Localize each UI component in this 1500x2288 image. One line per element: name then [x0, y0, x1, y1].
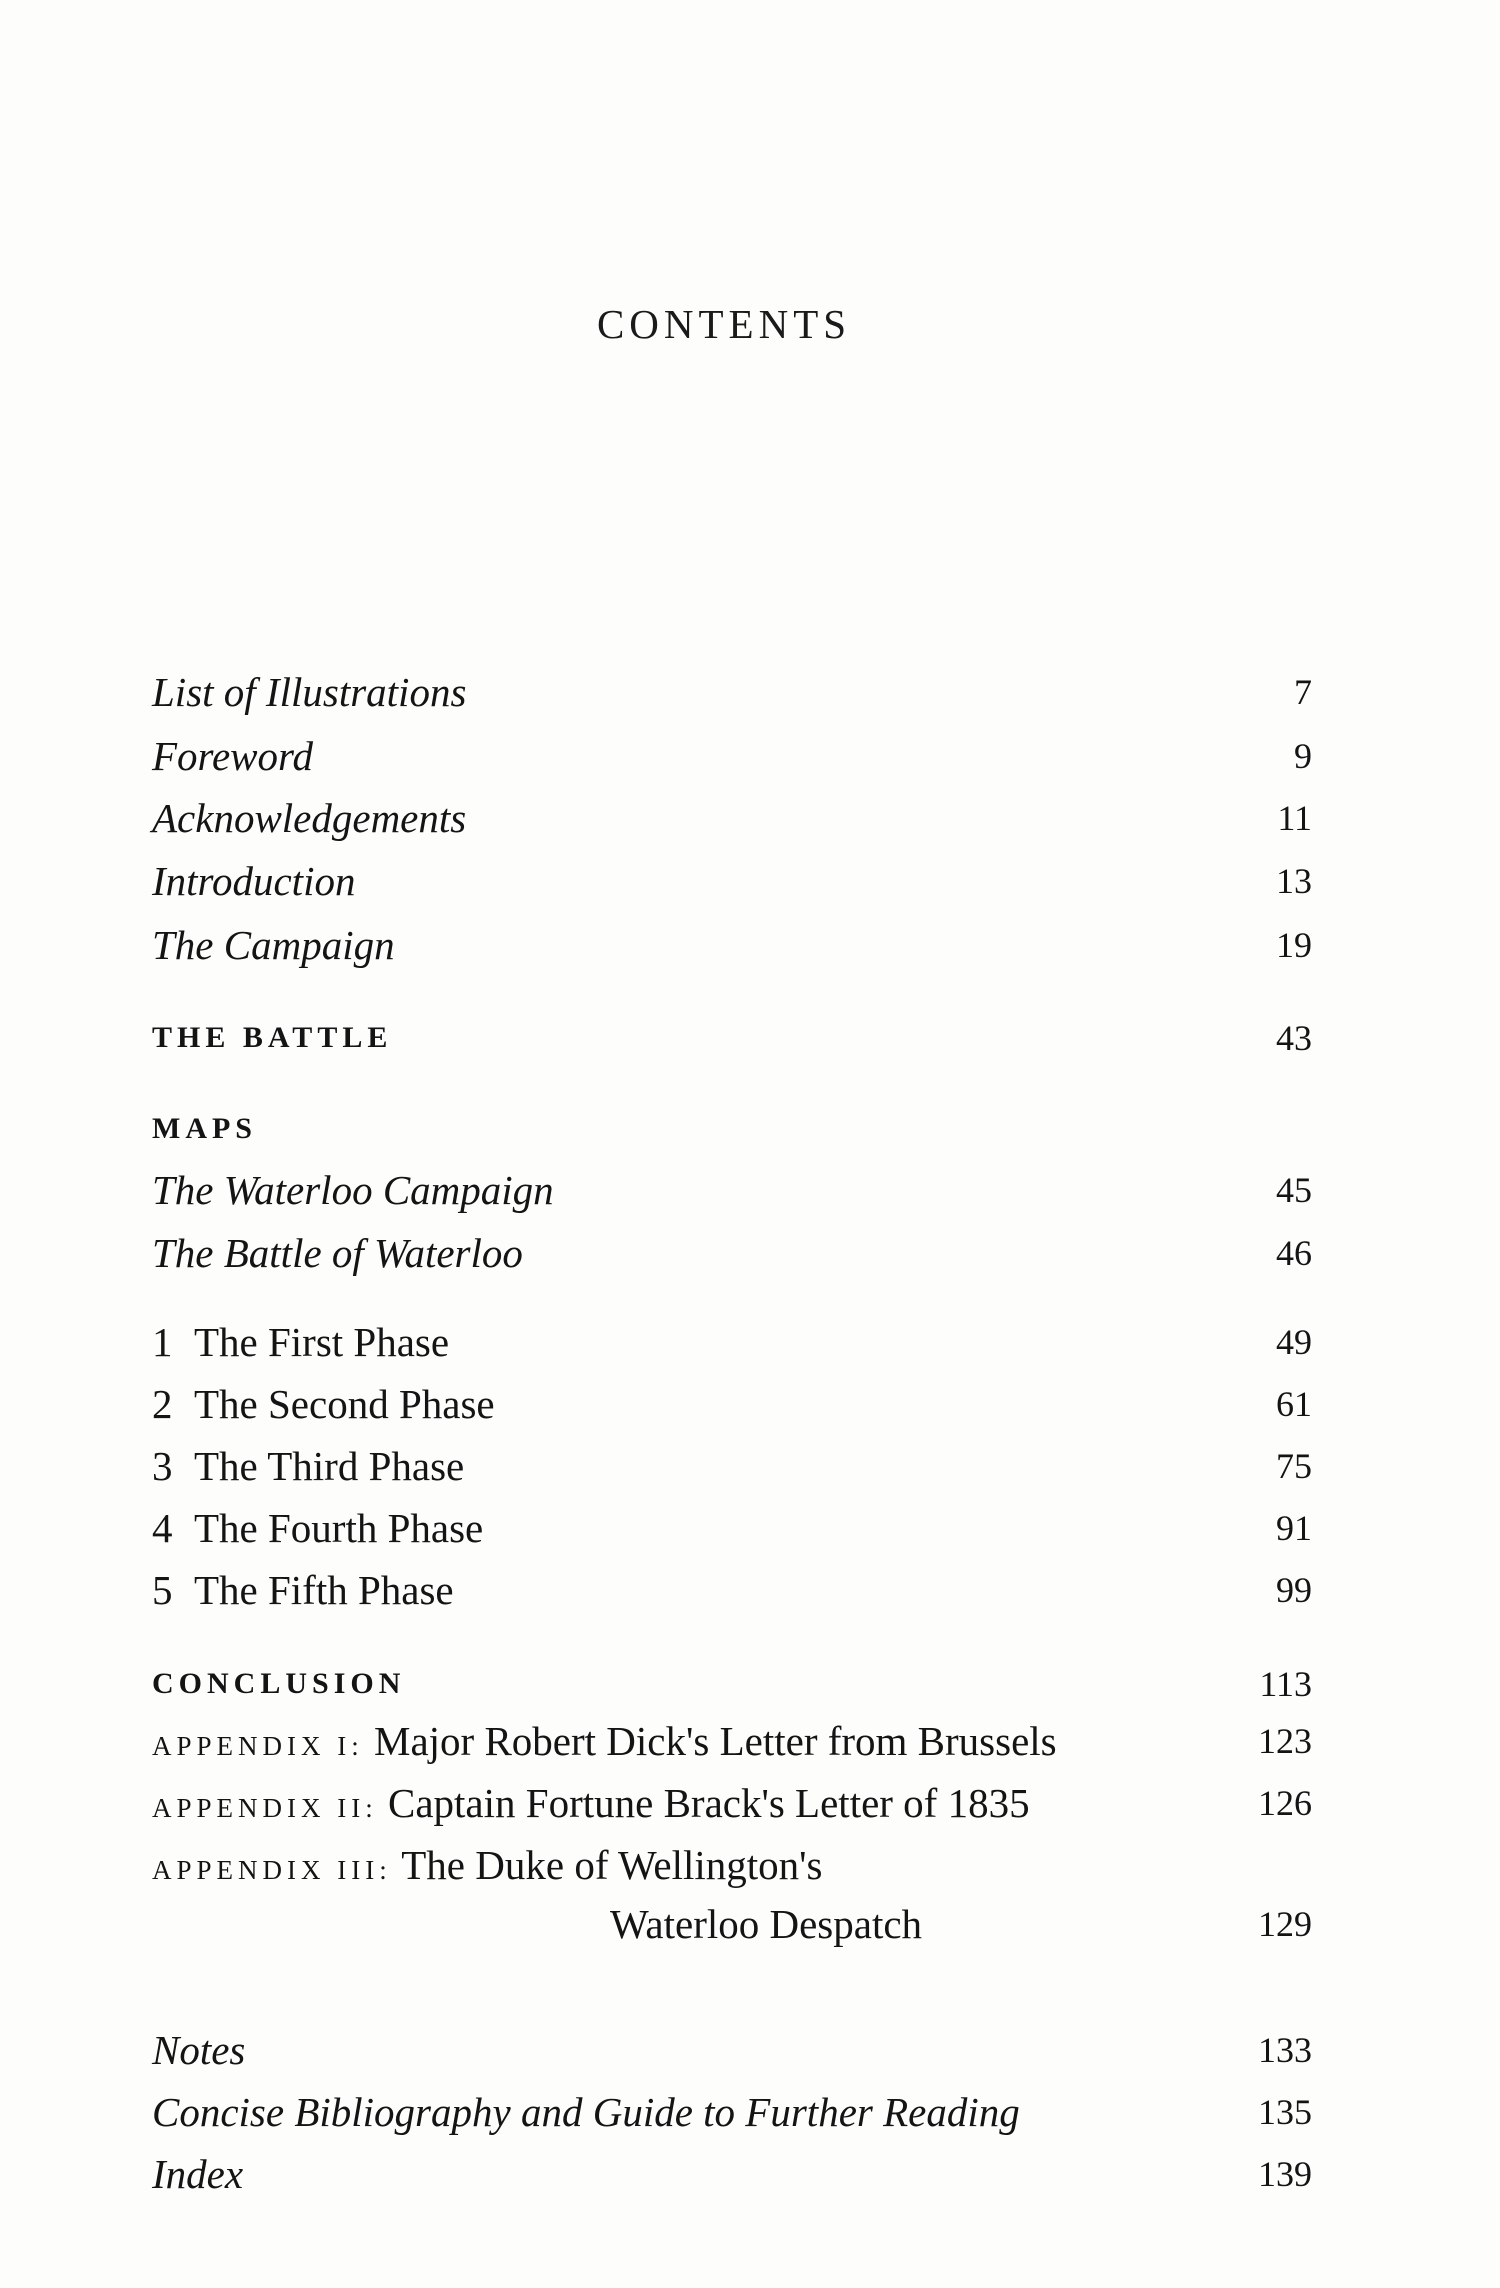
toc-entry-acknowledgements[interactable] [152, 788, 1312, 848]
chapter-number: 5 [152, 1567, 173, 1613]
toc-entry-label: Index [152, 2151, 244, 2197]
section-heading-conclusion: CONCLUSION [152, 1667, 406, 1700]
toc-entry-label-group [152, 1835, 823, 1900]
toc-entry-page: 126 [1258, 1783, 1312, 1823]
chapter-number: 2 [152, 1381, 173, 1427]
appendix-prefix: APPENDIX III: [152, 1855, 392, 1885]
toc-entry-index[interactable] [152, 2144, 1312, 2204]
toc-entry-label: Concise Bibliography and Guide to Further Reading [152, 2089, 1020, 2135]
toc-entry-chapter-4[interactable] [152, 1498, 1312, 1558]
toc-entry-page: 133 [1258, 2030, 1312, 2070]
toc-entry-label-group [152, 1312, 449, 1372]
toc-entry-page: 139 [1258, 2154, 1312, 2194]
toc-entry-battle-of-waterloo-map[interactable] [152, 1223, 1312, 1283]
section-heading-maps-row [152, 1099, 1312, 1159]
toc-entry-label-group [152, 1773, 1030, 1838]
toc-entry-page: 99 [1276, 1570, 1312, 1610]
section-heading-the-battle: THE BATTLE [152, 1021, 393, 1054]
toc-entry-label-group [152, 1560, 454, 1620]
toc-entry-page: 49 [1276, 1322, 1312, 1362]
toc-entry-the-battle[interactable] [152, 1008, 1312, 1068]
chapter-title: The Fourth Phase [194, 1505, 484, 1551]
appendix-prefix: APPENDIX I: [152, 1731, 364, 1761]
toc-entry-chapter-2[interactable] [152, 1374, 1312, 1434]
toc-entry-appendix-1[interactable] [152, 1711, 1312, 1771]
toc-entry-waterloo-campaign-map[interactable] [152, 1160, 1312, 1220]
chapter-title: The First Phase [194, 1319, 450, 1365]
toc-entry-label: The Waterloo Campaign [152, 1167, 554, 1213]
toc-entry-notes[interactable] [152, 2020, 1312, 2080]
toc-entry-page: 43 [1276, 1018, 1312, 1058]
toc-entry-page: 123 [1258, 1721, 1312, 1761]
toc-entry-chapter-3[interactable] [152, 1436, 1312, 1496]
chapter-title: The Fifth Phase [194, 1567, 454, 1613]
toc-entry-page: 7 [1294, 672, 1312, 712]
toc-entry-page: 13 [1276, 861, 1312, 901]
toc-entry-the-campaign[interactable] [152, 915, 1312, 975]
section-heading-maps: MAPS [152, 1112, 257, 1145]
toc-entry-chapter-1[interactable] [152, 1312, 1312, 1372]
toc-entry-page: 11 [1277, 798, 1312, 838]
toc-entry-page: 129 [1258, 1904, 1312, 1944]
toc-entry-label: Notes [152, 2027, 246, 2073]
toc-entry-label: Acknowledgements [152, 795, 467, 841]
chapter-number: 1 [152, 1319, 173, 1365]
toc-entry-chapter-5[interactable] [152, 1560, 1312, 1620]
toc-entry-appendix-3[interactable] [152, 1835, 1312, 1895]
toc-entry-label: List of Illustrations [152, 669, 467, 715]
chapter-number: 4 [152, 1505, 173, 1551]
toc-entry-foreword[interactable] [152, 726, 1312, 786]
appendix-title-line-2: Waterloo Despatch [610, 1901, 923, 1947]
appendix-title: The Duke of Wellington's [401, 1842, 823, 1888]
chapter-title: The Second Phase [194, 1381, 495, 1427]
appendix-prefix: APPENDIX II: [152, 1793, 378, 1823]
toc-entry-conclusion[interactable] [152, 1654, 1312, 1714]
toc-entry-page: 135 [1258, 2092, 1312, 2132]
toc-entry-appendix-2[interactable] [152, 1773, 1312, 1833]
toc-entry-label: The Battle of Waterloo [152, 1230, 523, 1276]
toc-entry-label-group [152, 1374, 495, 1434]
toc-entry-label: Introduction [152, 858, 356, 904]
toc-entry-list-of-illustrations[interactable] [152, 662, 1312, 722]
toc-entry-page: 75 [1276, 1446, 1312, 1486]
appendix-title: Captain Fortune Brack's Letter of 1835 [388, 1780, 1030, 1826]
toc-entry-label: Foreword [152, 733, 313, 779]
toc-entry-page: 46 [1276, 1233, 1312, 1273]
page-title: CONTENTS [596, 301, 852, 347]
toc-entry-introduction[interactable] [152, 851, 1312, 911]
toc-entry-label-group [152, 1498, 483, 1558]
toc-entry-page: 113 [1259, 1664, 1312, 1704]
toc-entry-label: The Campaign [152, 922, 395, 968]
toc-entry-page: 45 [1276, 1170, 1312, 1210]
appendix-title: Major Robert Dick's Letter from Brussels [374, 1718, 1057, 1764]
toc-entry-page: 9 [1294, 736, 1312, 776]
toc-entry-bibliography[interactable] [152, 2082, 1312, 2142]
chapter-number: 3 [152, 1443, 173, 1489]
toc-entry-label-group [152, 1436, 464, 1496]
toc-entry-page: 91 [1276, 1508, 1312, 1548]
toc-entry-label-group [152, 1711, 1057, 1776]
toc-entry-appendix-3-continued[interactable] [152, 1894, 1312, 1954]
chapter-title: The Third Phase [194, 1443, 465, 1489]
toc-entry-page: 19 [1276, 925, 1312, 965]
toc-entry-page: 61 [1276, 1384, 1312, 1424]
